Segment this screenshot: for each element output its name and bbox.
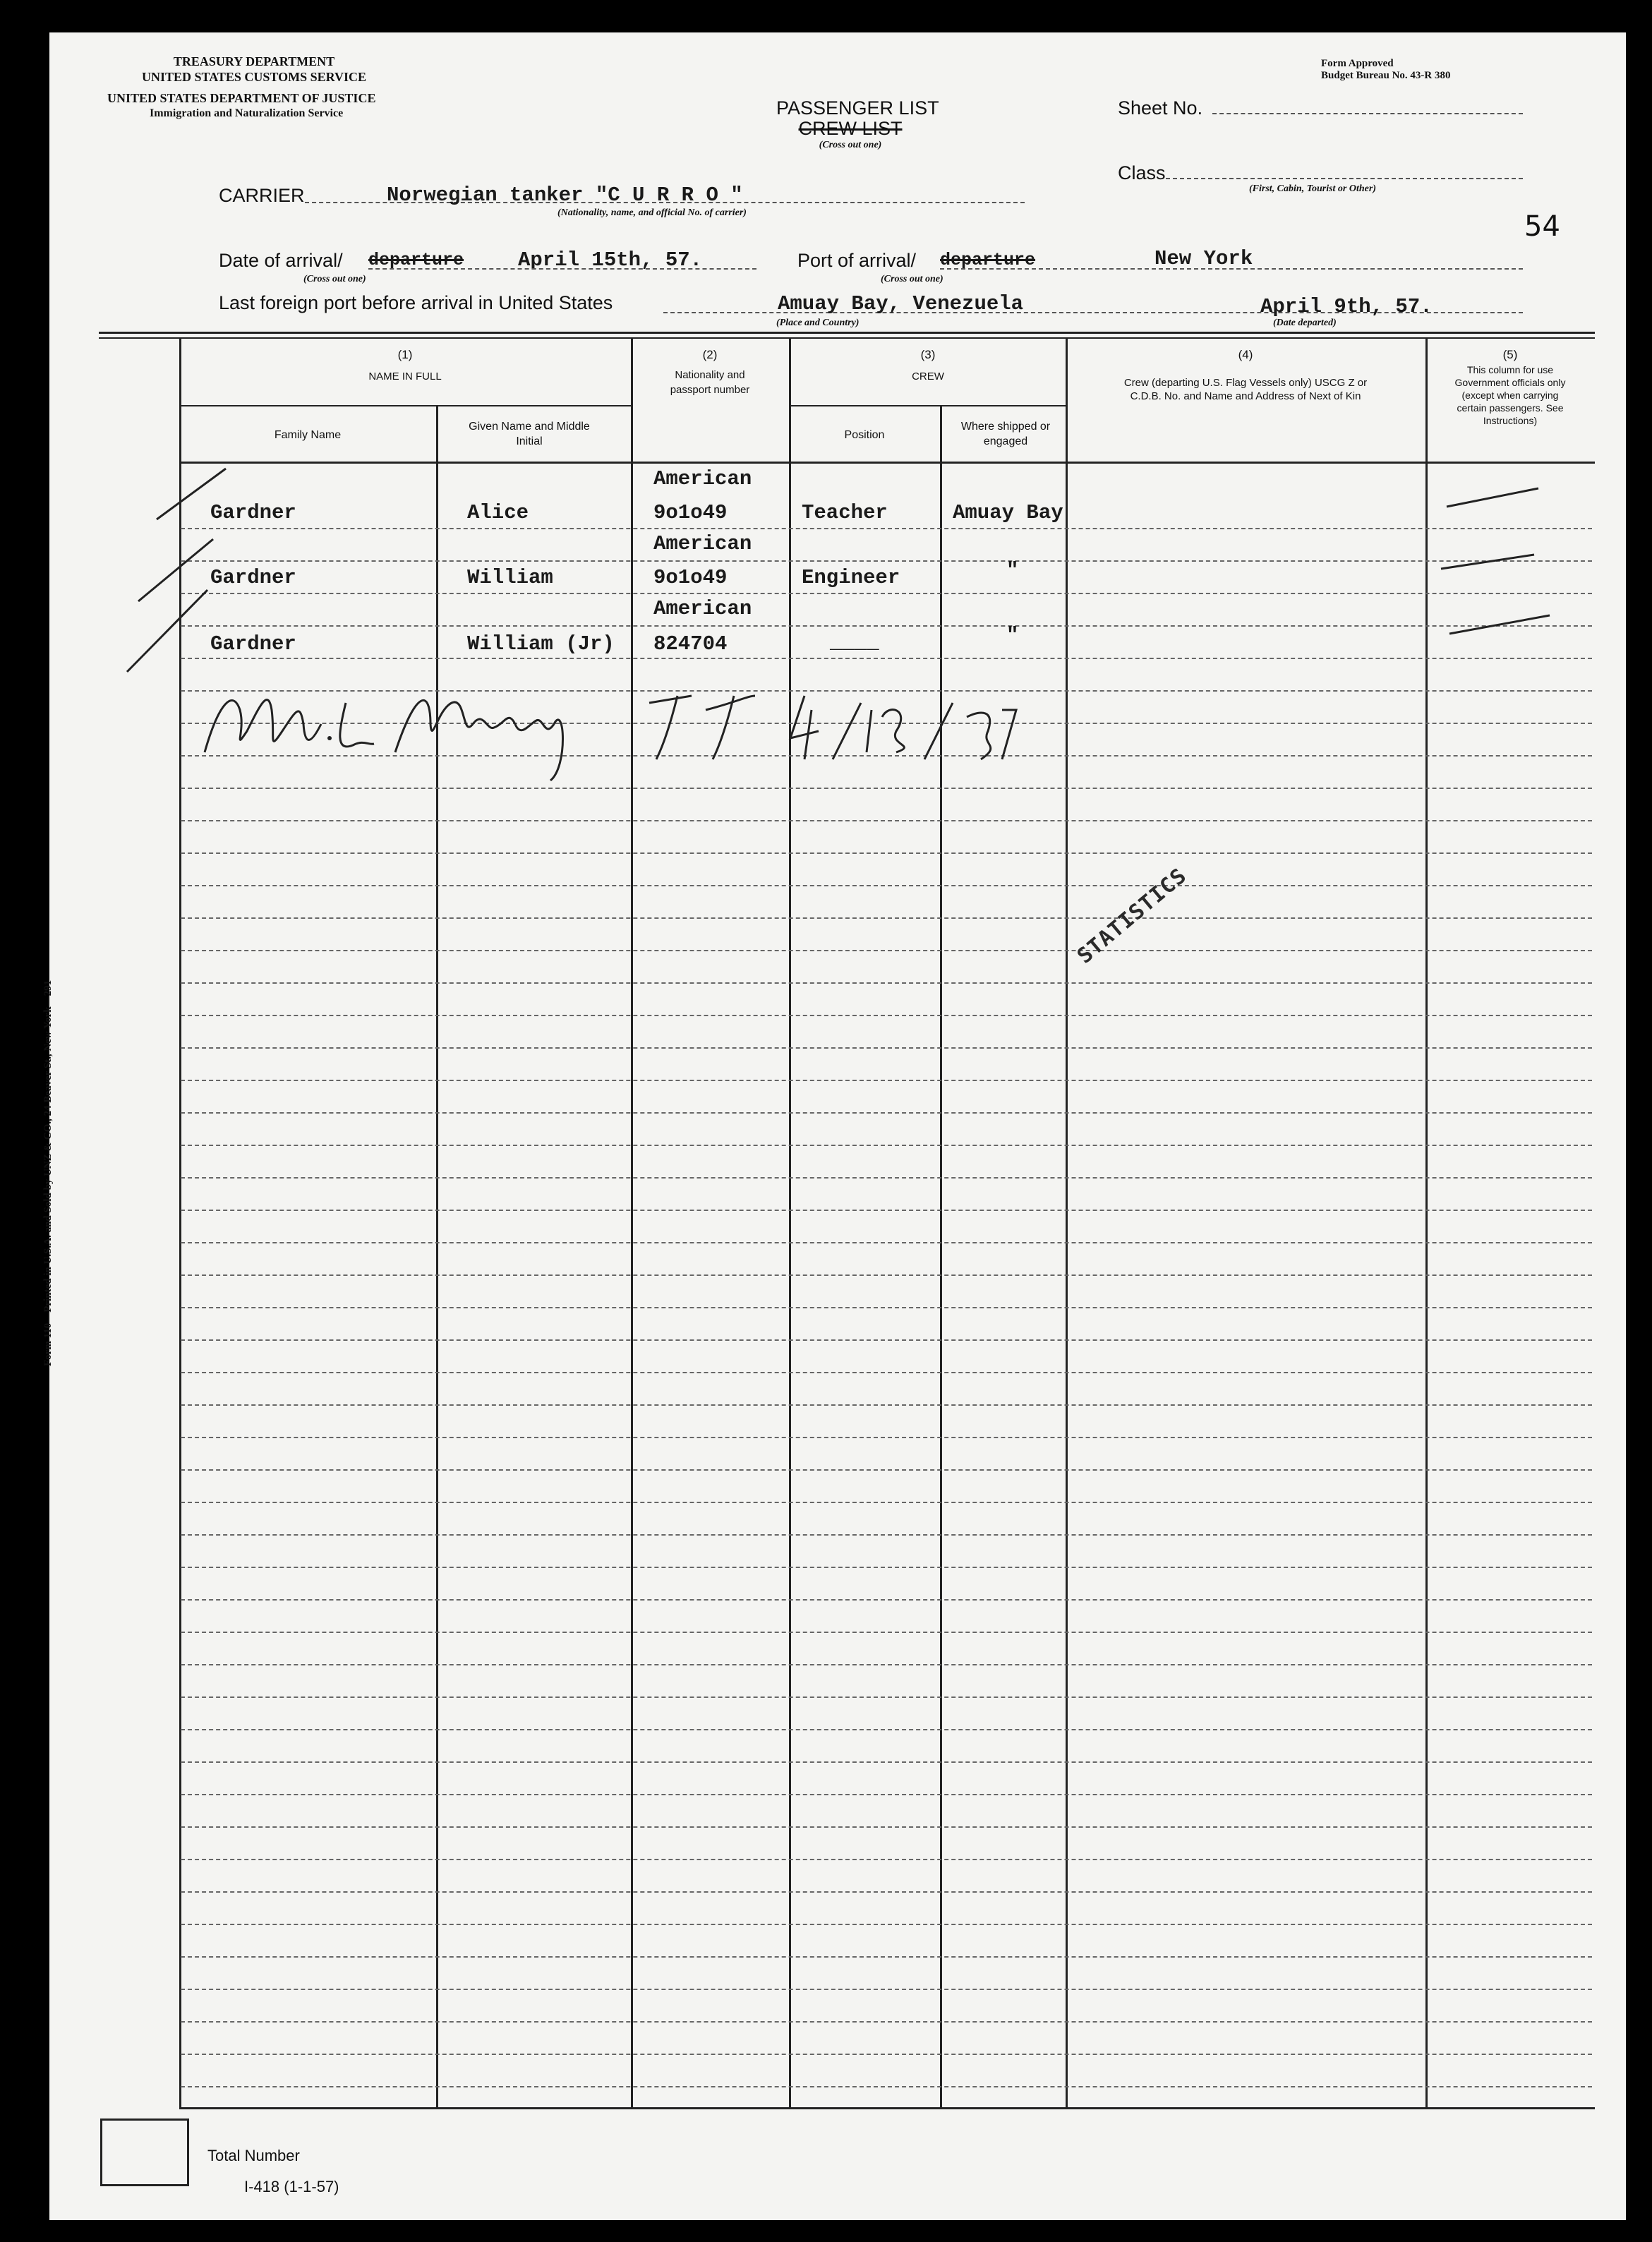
side-imprint: Form 110—Printed in U.S.A. and Sold by UNZ & CO., 24 Beaver St., New York—291 xyxy=(42,980,54,1366)
row3-passport: 824704 xyxy=(653,632,728,656)
row-rule xyxy=(181,2054,1592,2055)
col2-number: (2) xyxy=(702,348,718,361)
row-check-marks xyxy=(49,32,1626,738)
row-rule xyxy=(181,1274,1592,1276)
check-mark-row2 xyxy=(138,539,213,601)
col4-title: Crew (departing U.S. Flag Vessels only) USCG Z or C.D.B. No. and Name and Address of Next of Kin xyxy=(1123,377,1368,402)
class-label: Class xyxy=(1118,162,1166,183)
col1b-header: Given Name and Middle Initial xyxy=(469,421,590,447)
govt-mark-row2 xyxy=(1441,555,1534,569)
total-number-label: Total Number xyxy=(207,2147,300,2164)
row1-position: Teacher xyxy=(802,501,888,524)
foreign-place-note: (Place and Country) xyxy=(776,318,860,328)
foreign-port-date: April 9th, 57. xyxy=(1260,295,1433,318)
row3-family: Gardner xyxy=(210,632,296,656)
row-rule xyxy=(181,1891,1592,1893)
agency-line-1: TREASURY DEPARTMENT xyxy=(173,54,335,68)
col3-title: CREW xyxy=(912,370,944,382)
row-rule xyxy=(181,1145,1592,1146)
date-of-arrival-value: April 15th, 57. xyxy=(518,248,703,272)
row-rule xyxy=(181,1567,1592,1568)
row2-passport: 9o1o49 xyxy=(653,566,728,589)
agency-line-3: UNITED STATES DEPARTMENT OF JUSTICE xyxy=(107,91,376,105)
port-of-arrival-label: Port of arrival/ xyxy=(797,250,917,271)
col1a-header: Family Name xyxy=(274,429,342,441)
row-rule xyxy=(181,1502,1592,1503)
approval-line-1: Form Approved xyxy=(1321,58,1394,69)
row-rule xyxy=(181,1599,1592,1601)
row2-family: Gardner xyxy=(210,566,296,589)
row-rule xyxy=(181,788,1592,789)
row-rule xyxy=(181,1437,1592,1438)
carrier-value: Norwegian tanker "C U R R O " xyxy=(387,183,743,207)
govt-mark-row3 xyxy=(1449,615,1550,634)
row-rule xyxy=(181,1956,1592,1958)
col3b-header: Where shipped or engaged xyxy=(960,421,1051,447)
row-rule xyxy=(181,2086,1592,2087)
row-rule xyxy=(181,885,1592,886)
page-number: 54 xyxy=(1524,210,1560,243)
row3-shipped: " xyxy=(1006,624,1019,647)
row1-nationality: American xyxy=(653,467,752,490)
row-rule xyxy=(181,982,1592,984)
total-number-box xyxy=(100,2119,189,2186)
check-mark-row1 xyxy=(157,469,226,519)
class-note: (First, Cabin, Tourist or Other) xyxy=(1249,183,1376,194)
row-rule xyxy=(181,917,1592,919)
foreign-date-note: (Date departed) xyxy=(1273,318,1337,328)
col4-number: (4) xyxy=(1238,348,1253,361)
row-rule xyxy=(181,2021,1592,2023)
date-departure-struck: departure xyxy=(368,250,464,270)
col1-number: (1) xyxy=(397,348,413,361)
row-rule xyxy=(181,1664,1592,1665)
col3a-header: Position xyxy=(844,429,885,441)
agency-line-2: UNITED STATES CUSTOMS SERVICE xyxy=(142,70,366,84)
sheet-label: Sheet No. xyxy=(1118,97,1203,119)
row-rule xyxy=(181,1924,1592,1925)
row1-given: Alice xyxy=(467,501,529,524)
title-note: (Cross out one) xyxy=(819,140,882,150)
row-rule xyxy=(181,1729,1592,1730)
row-rule xyxy=(181,1307,1592,1308)
col1-title: NAME IN FULL xyxy=(368,370,442,382)
form-sheet xyxy=(42,32,1626,2220)
row-rule xyxy=(181,1112,1592,1114)
govt-mark-row1 xyxy=(1447,488,1538,507)
row-rule xyxy=(181,1989,1592,1990)
row-rule xyxy=(181,1469,1592,1471)
foreign-port-label: Last foreign port before arrival in United States xyxy=(219,292,613,313)
table-bottom-rule xyxy=(179,2107,1595,2109)
row-rule xyxy=(181,852,1592,854)
col5-title: This column for use Government officials only (except when carrying certain passengers. See Instructions) xyxy=(1454,364,1566,426)
row1-passport: 9o1o49 xyxy=(653,501,728,524)
foreign-port-place: Amuay Bay, Venezuela xyxy=(778,292,1024,315)
row-rule xyxy=(181,950,1592,951)
col2-title: Nationality and passport number xyxy=(670,369,750,396)
row2-given: William xyxy=(467,566,553,589)
inspector-signature xyxy=(183,661,1030,788)
row-rule xyxy=(181,1372,1592,1373)
form-number: I-418 (1-1-57) xyxy=(244,2178,339,2195)
agency-line-4: Immigration and Naturalization Service xyxy=(150,107,344,119)
statistics-stamp: STATISTICS xyxy=(1073,863,1192,969)
check-mark-row3 xyxy=(127,590,207,672)
date-of-arrival-label: Date of arrival/ xyxy=(219,250,343,271)
row2-nationality: American xyxy=(653,532,752,555)
row-rule xyxy=(181,1080,1592,1081)
row3-given: William (Jr) xyxy=(467,632,615,656)
row3-nationality: American xyxy=(653,597,752,620)
row-rule xyxy=(181,1794,1592,1795)
row1-shipped: Amuay Bay xyxy=(953,501,1063,524)
row-rule xyxy=(181,1859,1592,1860)
row-rule xyxy=(181,1632,1592,1633)
row-rule xyxy=(181,1015,1592,1016)
passenger-list-title: PASSENGER LIST xyxy=(776,97,939,119)
row2-position: Engineer xyxy=(802,566,900,589)
row-rule xyxy=(181,1826,1592,1828)
col3-number: (3) xyxy=(920,348,936,361)
row-rule xyxy=(181,1534,1592,1536)
row-rule xyxy=(181,820,1592,821)
date-note: (Cross out one) xyxy=(303,274,366,284)
row-rule xyxy=(181,1177,1592,1179)
approval-line-2: Budget Bureau No. 43-R 380 xyxy=(1321,70,1451,81)
row-rule xyxy=(181,1404,1592,1406)
carrier-label: CARRIER xyxy=(219,185,305,206)
crew-list-title: CREW LIST xyxy=(798,118,903,139)
row-rule xyxy=(181,1696,1592,1698)
port-note: (Cross out one) xyxy=(881,274,943,284)
row1-family: Gardner xyxy=(210,501,296,524)
row2-shipped: " xyxy=(1006,559,1019,582)
carrier-note: (Nationality, name, and official No. of carrier) xyxy=(557,207,747,218)
row-rule xyxy=(181,1339,1592,1341)
row-rule xyxy=(181,1242,1592,1243)
port-departure-struck: departure xyxy=(940,250,1036,270)
row3-position: ____ xyxy=(830,631,879,654)
row-rule xyxy=(181,1761,1592,1763)
row-rule xyxy=(181,1047,1592,1049)
col5-number: (5) xyxy=(1502,348,1518,361)
row-rule xyxy=(181,1210,1592,1211)
port-of-arrival-value: New York xyxy=(1154,247,1253,270)
